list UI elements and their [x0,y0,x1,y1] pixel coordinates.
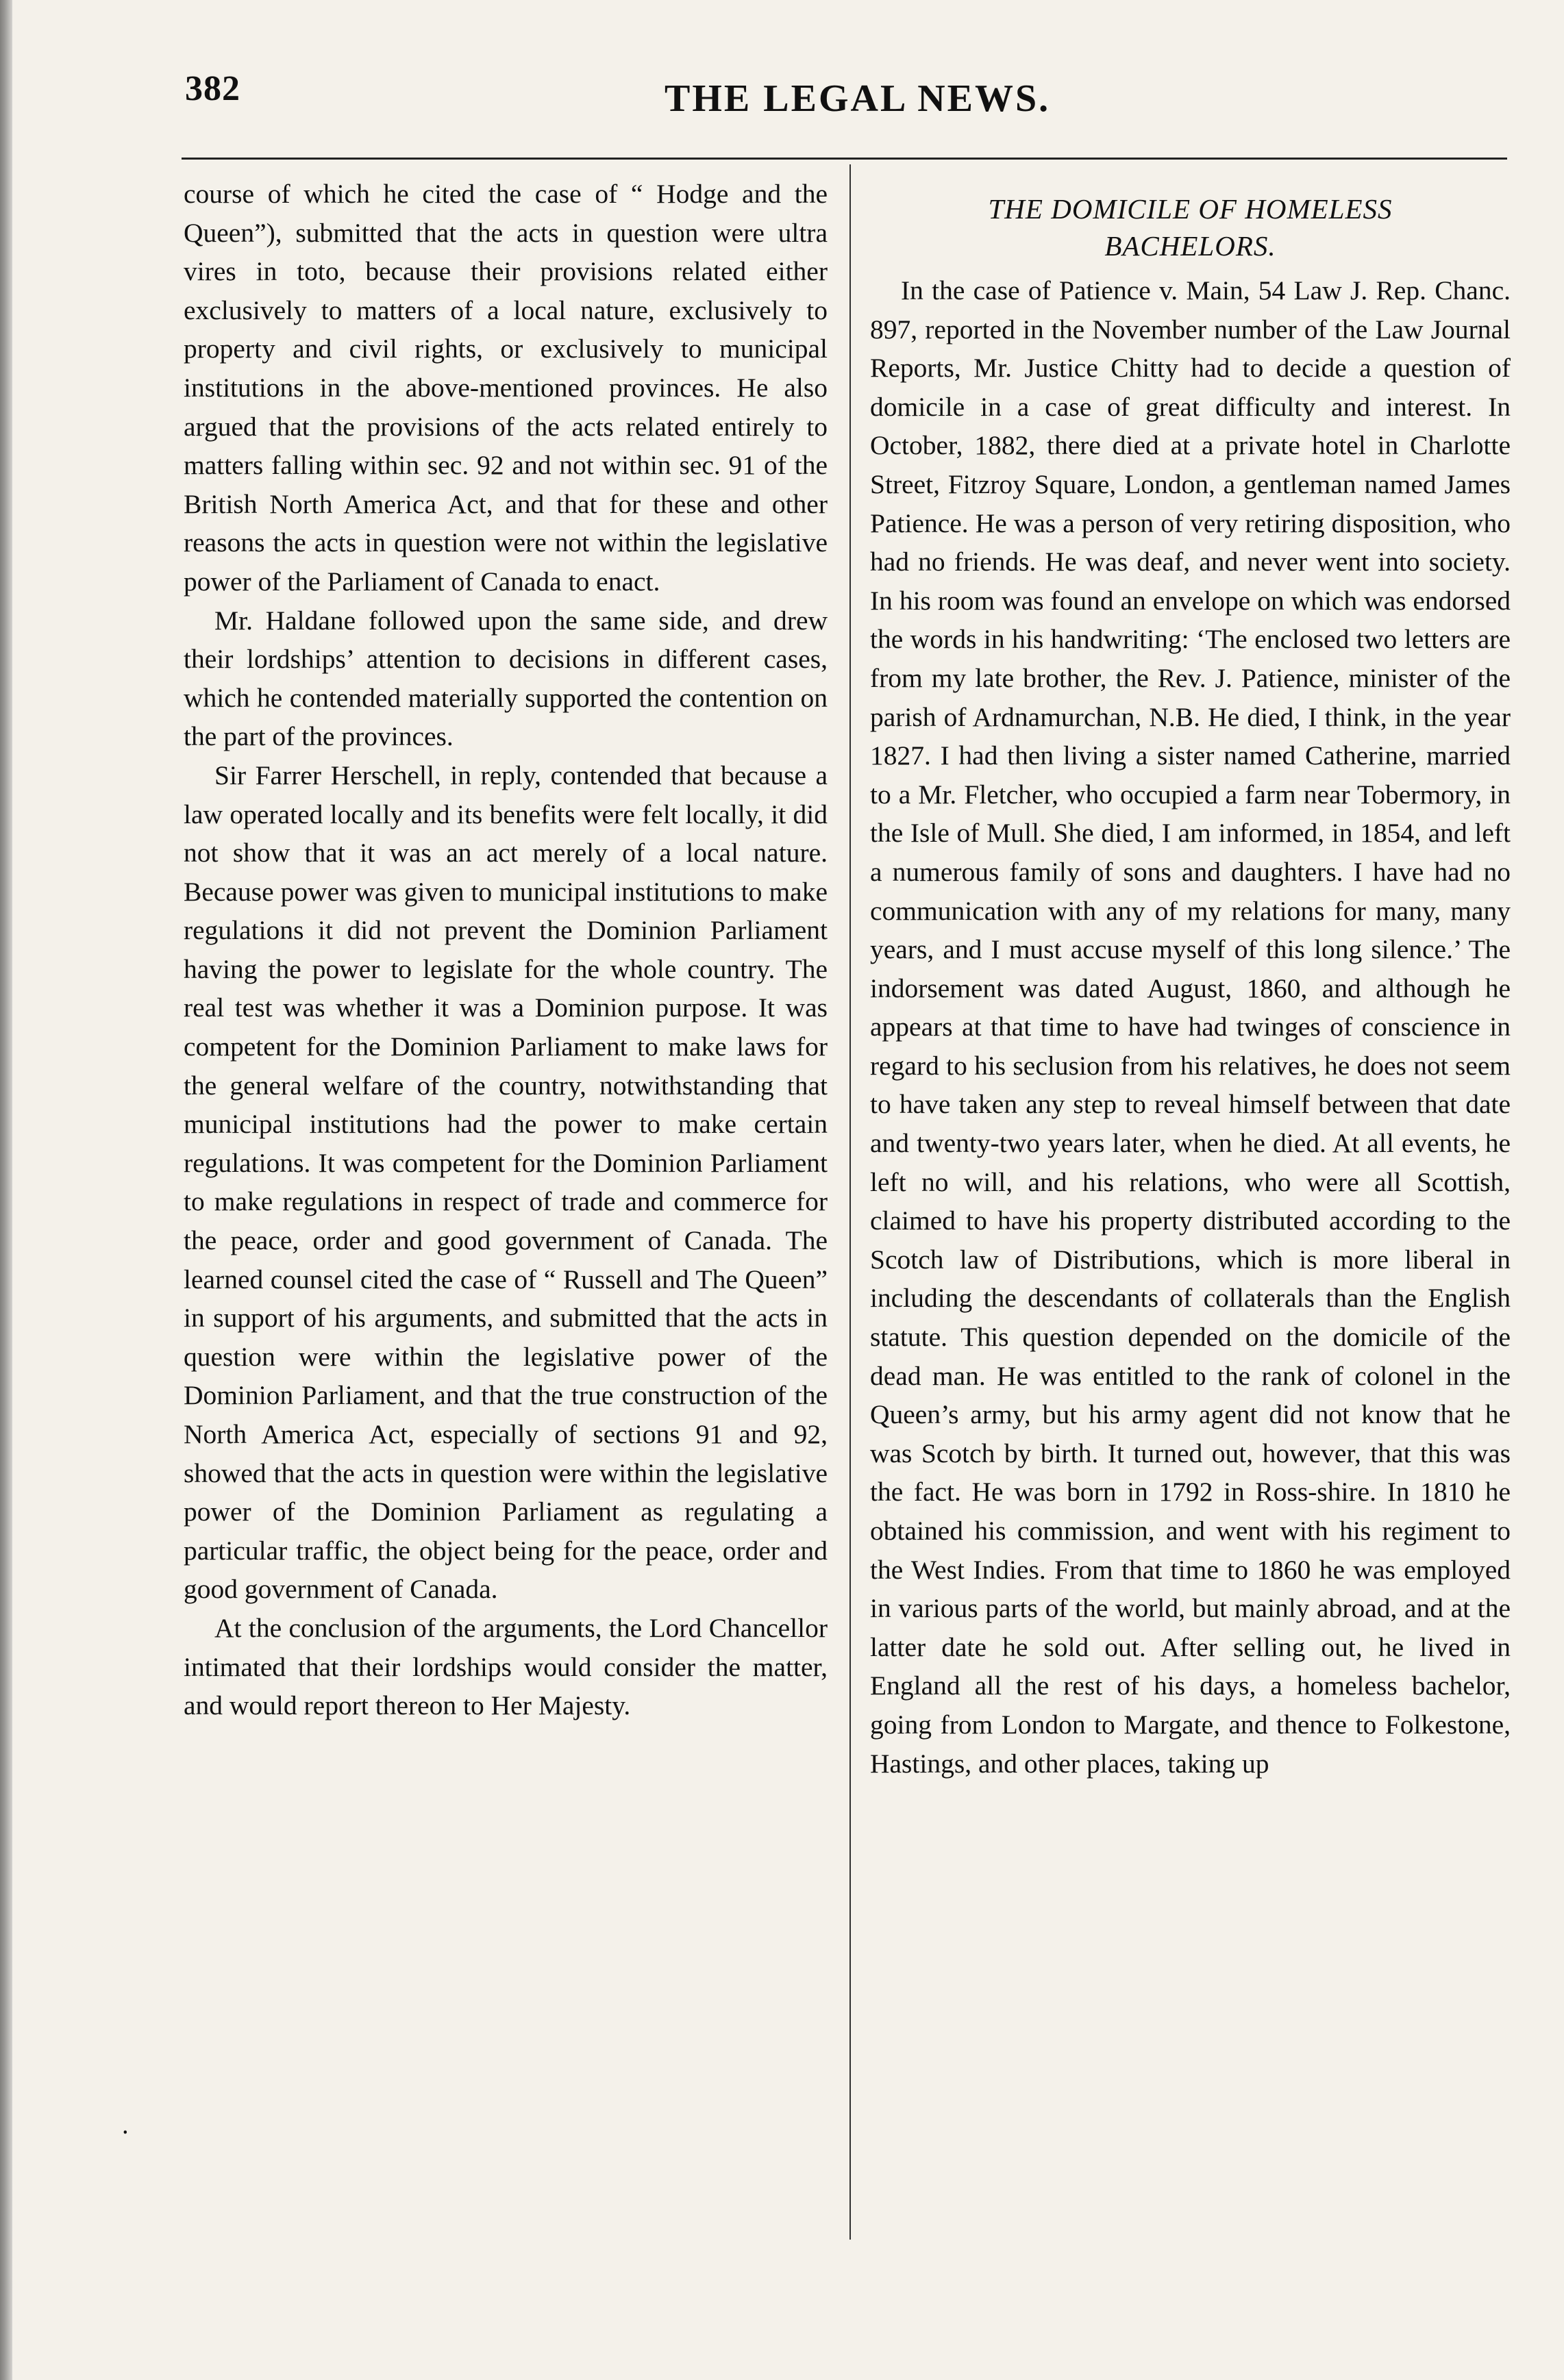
running-title: THE LEGAL NEWS. [665,77,1051,120]
page-number: 382 [185,69,240,108]
left-paragraph-4: At the conclusion of the arguments, the Lord Chancellor intimated that their lordships would consider the matter, and would report thereon to Her Majesty. [184,1612,828,1721]
left-paragraph-3: Sir Farrer Herschell, in reply, contended that because a law operated locally and its benefits were felt locally, it did not show that it was an act merely of a local nature. Because power was given to municipal institutions to make regulations it did not prevent the Dominion Parliament having the power to legislate for the whole country. The real test was whether it was a Dominion purpose. It was competent for the Dominion Parliament to make laws for the general welfare of the country, notwithstanding that municipal institutions had the power to make certain regulations. It was competent for the Dominion Parliament to make regulations in respect of trade and commerce for the peace, order and good government of Canada. The learned counsel cited the case of “ Russell and The Queen” in support of his arguments, and submitted that the acts in question were within the legislative power of the Dominion Parliament, and that the true construction of the North America Act, especially of sections 91 and 92, showed that the acts in question were within the legislative power of the Dominion Parliament as regulating a particular traffic, the object being for the peace, order and good government of Canada. [184,760,828,1605]
margin-mark: ⸳ [122,2115,129,2142]
left-paragraph-2: Mr. Haldane followed upon the same side, and drew their lordships’ attention to decisions in different cases, which he contended materially supported the contention on the part of the provinces. [184,605,828,752]
page-header [185,63,1500,125]
article-heading-line-1: THE DOMICILE OF HOMELESS [988,193,1393,225]
article-heading-line-2: BACHELORS. [1104,230,1276,262]
article-heading [870,190,1511,264]
left-column [184,175,828,1725]
right-column [870,190,1511,1783]
column-divider [849,164,851,2240]
left-paragraph-1: course of which he cited the case of “ Hodge and the Queen”), submitted that the acts in question were ultra vires in toto, because their provisions related either exclusively to matters of a local nature, exclusively to property and civil rights, or exclusively to municipal institutions in the above-mentioned provinces. He also argued that the provisions of the acts related entirely to matters falling within sec. 92 and not within sec. 91 of the British North America Act, and that for these and other reasons the acts in question were not within the legislative power of the Parliament of Canada to enact. [184,179,828,597]
header-rule [182,158,1507,160]
page-binding-edge [0,0,12,2380]
right-paragraph-1: In the case of Patience v. Main, 54 Law J. Rep. Chanc. 897, reported in the November number of the Law Journal Reports, Mr. Justice Chitty had to decide a question of domicile in a case of great difficulty and interest. In October, 1882, there died at a private hotel in Charlotte Street, Fitzroy Square, London, a gentleman named James Patience. He was a person of very retiring disposition, who had no friends. He was deaf, and never went into society. In his room was found an envelope on which was endorsed the words in his handwriting: ‘The enclosed two letters are from my late brother, the Rev. J. Patience, minister of the parish of Ardnamurchan, N.B. He died, I think, in the year 1827. I had then living a sister named Catherine, married to a Mr. Fletcher, who occupied a farm near Tobermory, in the Isle of Mull. She died, I am informed, in 1854, and left a numerous family of sons and daughters. I have had no communication with any of my relations for many, many years, and I must accuse myself of this long silence.’ The indorsement was dated August, 1860, and although he appears at that time to have had twinges of conscience in regard to his seclusion from his relatives, he does not seem to have taken any step to reveal himself between that date and twenty-two years later, when he died. At all events, he left no will, and his relations, who were all Scottish, claimed to have his property distributed according to the Scotch law of Distributions, which is more liberal in including the descendants of collaterals than the English statute. This question depended on the domicile of the dead man. He was entitled to the rank of colonel in the Queen’s army, but his army agent did not know that he was Scotch by birth. It turned out, however, that this was the fact. He was born in 1792 in Ross-shire. In 1810 he obtained his commission, and went with his regiment to the West Indies. From that time to 1860 he was employed in various parts of the world, but mainly abroad, and at the latter date he sold out. After selling out, he lived in England all the rest of his days, a homeless bachelor, going from London to Margate, and thence to Folkestone, Hastings, and other places, taking up [870,275,1511,1779]
